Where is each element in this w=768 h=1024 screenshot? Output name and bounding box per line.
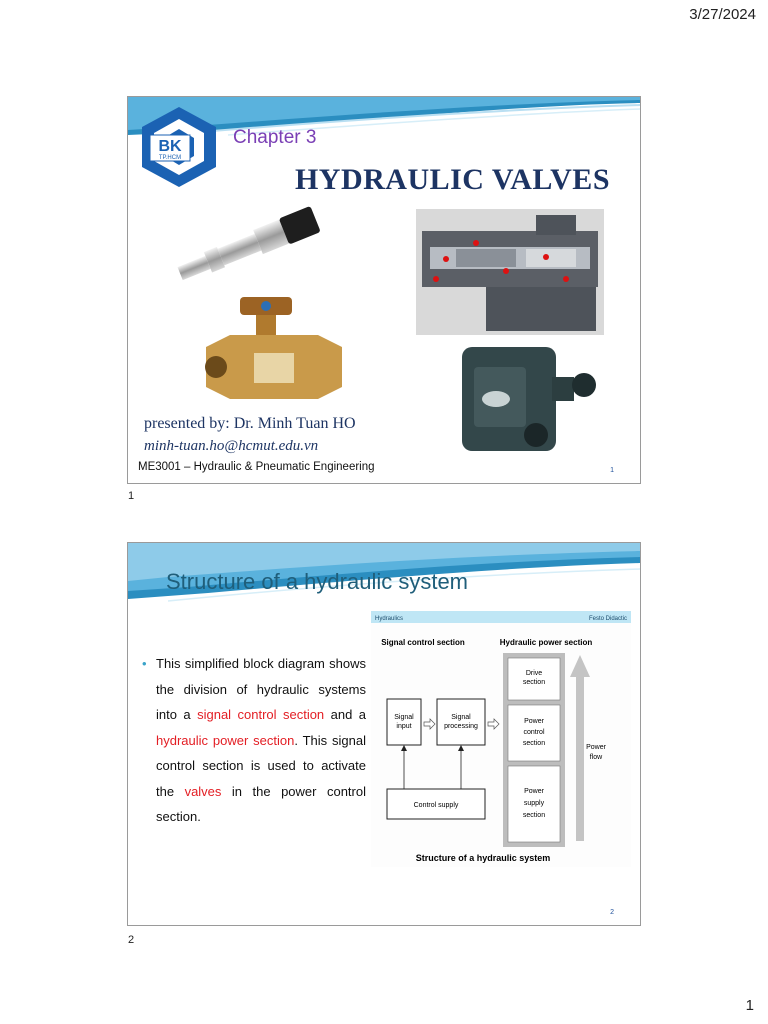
bullet-dot-icon: • bbox=[142, 656, 147, 671]
control-supply-label: Control supply bbox=[413, 802, 459, 809]
logo-text: BK bbox=[158, 138, 182, 155]
cutaway-valve-image bbox=[416, 209, 604, 335]
power-control-line1: Power bbox=[524, 718, 544, 725]
signal-processing-line2: processing bbox=[444, 723, 478, 730]
arrow-up-icon bbox=[401, 745, 407, 751]
bullet-text-2: and a bbox=[324, 707, 366, 722]
structure-diagram bbox=[371, 611, 631, 867]
power-flow-shaft bbox=[576, 675, 584, 841]
bullet-text-3: . This signal control section is used to activate the bbox=[156, 732, 366, 799]
slide-1 bbox=[127, 96, 641, 484]
signal-input-line1: Signal bbox=[394, 714, 414, 721]
page-number: 1 bbox=[745, 997, 754, 1014]
bullet-paragraph bbox=[142, 651, 366, 830]
presenter-name: presented by: Dr. Minh Tuan HO bbox=[144, 415, 356, 432]
slide-label-1: 1 bbox=[128, 490, 135, 502]
pressure-valve-image bbox=[452, 337, 602, 461]
signal-processing-box bbox=[437, 699, 485, 745]
slide-title: HYDRAULIC VALVES bbox=[294, 163, 610, 196]
drive-line1: Drive bbox=[525, 670, 543, 677]
cartridge-valve-image bbox=[168, 199, 328, 289]
diagram-header-right: Festo Didactic bbox=[588, 616, 627, 622]
needle-valve-image bbox=[200, 291, 348, 411]
power-supply-line2: supply bbox=[523, 800, 545, 807]
highlight-signal-control: signal control section bbox=[197, 707, 325, 722]
presenter-email[interactable]: minh-tuan.ho@hcmut.edu.vn bbox=[144, 438, 319, 454]
chapter-label: Chapter 3 bbox=[233, 127, 317, 148]
signal-processing-line1: Signal bbox=[451, 714, 471, 721]
slide-title: Structure of a hydraulic system bbox=[166, 569, 469, 594]
power-flow-line2: flow bbox=[589, 754, 603, 761]
power-supply-line1: Power bbox=[524, 788, 544, 795]
signal-input-box bbox=[387, 699, 421, 745]
signal-input-line2: input bbox=[396, 723, 412, 730]
page-date: 3/27/2024 bbox=[689, 6, 756, 23]
arrow-right-icon bbox=[424, 719, 435, 729]
power-supply-line3: section bbox=[522, 812, 546, 819]
course-footer: ME3001 – Hydraulic & Pneumatic Engineering bbox=[138, 461, 375, 473]
diagram-header-left: Hydraulics bbox=[375, 616, 404, 622]
logo-subtext: TP.HCM bbox=[158, 155, 182, 161]
highlight-hydraulic-power: hydraulic power section bbox=[156, 732, 295, 748]
arrow-right-icon bbox=[488, 719, 499, 729]
power-control-line3: section bbox=[522, 740, 546, 747]
diagram-caption: Structure of a hydraulic system bbox=[415, 853, 551, 863]
power-control-line2: control bbox=[523, 729, 545, 736]
slide-number: 2 bbox=[610, 909, 614, 916]
drive-line2: section bbox=[522, 679, 546, 686]
power-flow-line1: Power bbox=[586, 744, 606, 751]
highlight-valves: valves bbox=[184, 783, 222, 799]
bullet-text-1: This simplified block diagram shows the division of hydraulic systems into a bbox=[156, 656, 366, 722]
power-heading: Hydraulic power section bbox=[499, 638, 593, 647]
bullet-text-4: in the power control section. bbox=[156, 783, 366, 824]
power-flow-arrow-icon bbox=[570, 655, 590, 677]
slide-number: 1 bbox=[610, 467, 614, 474]
slide-label-2: 2 bbox=[128, 934, 135, 946]
arrow-up-icon bbox=[458, 745, 464, 751]
slide-2 bbox=[127, 542, 641, 926]
signal-heading: Signal control section bbox=[381, 638, 465, 647]
